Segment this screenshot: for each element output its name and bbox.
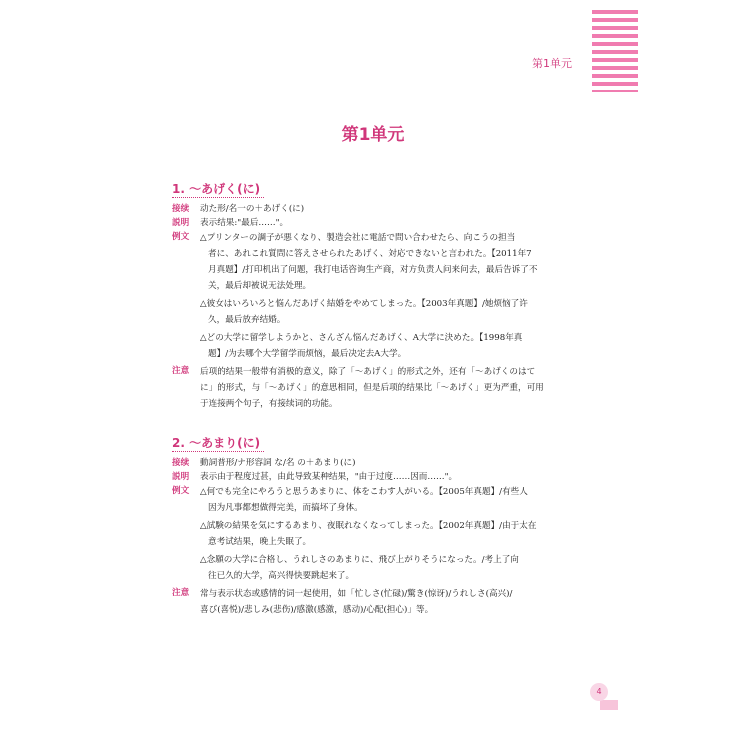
note-text xyxy=(200,586,592,618)
header-unit-label: 第1单元 xyxy=(532,57,572,70)
example-line: △念願の大学に合格し、うれしさのあまりに、飛び上がりそうになった。/考上了向 xyxy=(200,555,519,565)
example-list xyxy=(200,484,592,586)
example-row xyxy=(172,484,592,586)
example-list xyxy=(200,230,592,364)
example-line: 月真题】/打印机出了问题，我打电话咨询生产商，对方负责人问来问去，最后告诉了不 xyxy=(208,265,538,275)
meaning-label: 説明 xyxy=(172,218,190,228)
meaning-row xyxy=(172,470,592,484)
connection-text: 動詞普形/ナ形容詞 な/名 の＋あまり(に) xyxy=(200,458,356,468)
note-text xyxy=(200,364,592,412)
example-label: 例文 xyxy=(172,232,190,242)
example-item xyxy=(200,330,592,362)
example-line: △彼女はいろいろと悩んだあげく結婚をやめてしまった。【2003年真题】/她烦恼了许 xyxy=(200,299,528,309)
meaning-text: 表示结果:"最后……"。 xyxy=(200,218,289,228)
note-row xyxy=(172,586,592,618)
connection-label: 接续 xyxy=(172,204,190,214)
example-item xyxy=(200,230,592,294)
note-label: 注意 xyxy=(172,588,190,598)
example-line: 者に、あれこれ質問に答えさせられたあげく、対応できないと言われた。【2011年7 xyxy=(208,249,532,259)
meaning-row xyxy=(172,216,592,230)
header-stripes xyxy=(592,10,638,92)
example-line: △プリンターの調子が悪くなり、製造会社に電話で問い合わせたら、向こうの担当 xyxy=(200,233,516,243)
example-line: △試験の結果を気にするあまり、夜眠れなくなってしまった。【2002年真题】/由于太在 xyxy=(200,521,537,531)
connection-label: 接续 xyxy=(172,458,190,468)
example-item xyxy=(200,484,592,516)
example-item xyxy=(200,296,592,328)
note-line: 常与表示状态或感情的词一起使用，如「忙しさ(忙碌)/驚き(惊讶)/うれしさ(高兴)/ xyxy=(200,589,513,599)
example-item xyxy=(200,518,592,550)
section-heading: 1. ～あげく(に) xyxy=(172,180,264,198)
example-label: 例文 xyxy=(172,486,190,496)
page-number: 4 xyxy=(590,683,608,701)
example-line: △何でも完全にやろうと思うあまりに、体をこわす人がいる。【2005年真题】/有些人 xyxy=(200,487,528,497)
note-row xyxy=(172,364,592,412)
example-line: 意考试结果，晚上失眠了。 xyxy=(208,537,312,547)
meaning-text: 表示由于程度过甚，由此导致某种结果，"由于过度……因而……"。 xyxy=(200,472,458,482)
connection-row xyxy=(172,456,592,470)
grammar-section-1 xyxy=(172,178,592,412)
connection-row xyxy=(172,202,592,216)
note-label: 注意 xyxy=(172,366,190,376)
grammar-section-2 xyxy=(172,432,592,618)
page-title: 第1单元 xyxy=(341,125,405,145)
example-line: 关，最后却被说无法处理。 xyxy=(208,281,312,291)
note-line: 后项的结果一般带有消极的意义，除了「～あげく」的形式之外，还有「～あげくのはて xyxy=(200,367,536,377)
page-corner-decoration xyxy=(600,700,618,710)
example-line: 久，最后放弃结婚。 xyxy=(208,315,286,325)
note-line: 喜び(喜悦)/悲しみ(悲伤)/感激(感激，感动)/心配(担心)」等。 xyxy=(200,605,434,615)
example-line: 因为凡事都想做得完美，而搞坏了身体。 xyxy=(208,503,363,513)
example-line: 题】/为去哪个大学留学而烦恼，最后决定去A大学。 xyxy=(208,349,407,359)
example-line: △どの大学に留学しようかと、さんざん悩んだあげく、A大学に決めた。【1998年真 xyxy=(200,333,523,343)
meaning-label: 説明 xyxy=(172,472,190,482)
note-line: に」的形式，与「～あげく」的意思相同，但是后项的结果比「～あげく」更为严重，可用 xyxy=(200,383,544,393)
connection-text: 动た形/名一の＋あげく(に) xyxy=(200,204,305,214)
section-heading: 2. ～あまり(に) xyxy=(172,434,264,452)
example-item xyxy=(200,552,592,584)
example-line: 往已久的大学，高兴得快要跳起来了。 xyxy=(208,571,355,581)
note-line: 于连接两个句子，有接续词的功能。 xyxy=(200,399,338,409)
example-row xyxy=(172,230,592,364)
